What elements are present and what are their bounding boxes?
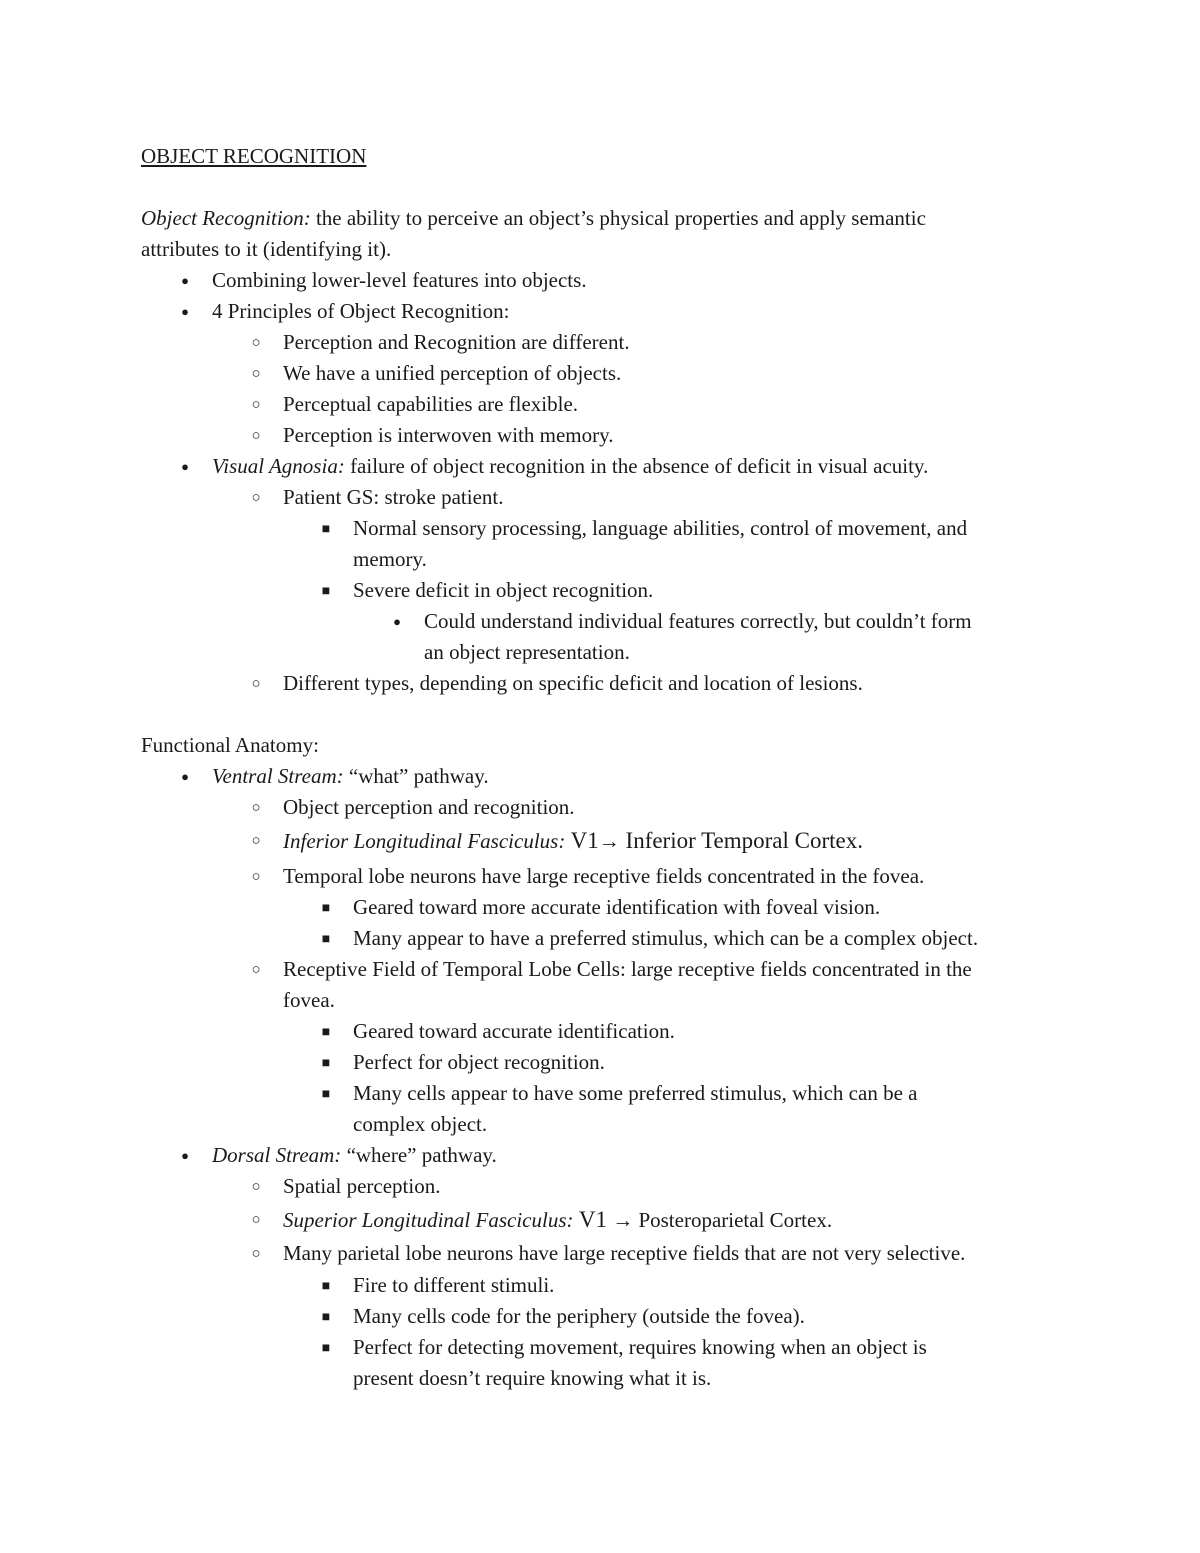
intro-term: Object Recognition:	[141, 206, 311, 230]
list-item	[212, 761, 489, 792]
list-item: Many appear to have a preferred stimulus, which can be a complex object.	[353, 926, 979, 950]
list-item: Many parietal lobe neurons have large receptive fields that are not very selective.	[283, 1241, 966, 1265]
bullet-square	[316, 1047, 336, 1078]
bullet-disc	[175, 296, 195, 327]
bullet-circle	[246, 1171, 266, 1202]
slf-target: → Posteroparietal Cortex.	[606, 1208, 833, 1232]
list-item: We have a unified perception of objects.	[283, 361, 622, 385]
bullet-circle	[246, 792, 266, 823]
bullet-circle	[246, 420, 266, 451]
bullet-circle	[246, 861, 266, 892]
dorsal-text: “where” pathway.	[341, 1143, 497, 1167]
bullet-circle	[246, 954, 266, 985]
ilf-target: Inferior Temporal Cortex.	[619, 828, 863, 853]
intro-line-2: attributes to it (identifying it).	[141, 237, 392, 261]
ilf-term: Inferior Longitudinal Fasciculus:	[283, 829, 566, 853]
section-heading: Functional Anatomy:	[141, 733, 319, 757]
bullet-square	[316, 923, 336, 954]
list-item-continuation: complex object.	[353, 1112, 488, 1136]
list-item: 4 Principles of Object Recognition:	[212, 299, 510, 323]
bullet-square	[316, 575, 336, 606]
list-item: Perfect for object recognition.	[353, 1050, 605, 1074]
list-item: Perception and Recognition are different.	[283, 330, 630, 354]
bullet-disc	[175, 761, 195, 792]
list-item: Many cells code for the periphery (outside the fovea).	[353, 1304, 805, 1328]
list-item: Object perception and recognition.	[283, 795, 575, 819]
list-item: Temporal lobe neurons have large receptive fields concentrated in the fovea.	[283, 864, 925, 888]
bullet-square	[316, 1270, 336, 1301]
list-item-continuation: present doesn’t require knowing what it is.	[353, 1366, 712, 1390]
bullet-disc	[175, 1140, 195, 1171]
bullet-circle	[246, 825, 266, 856]
ventral-term: Ventral Stream:	[212, 764, 344, 788]
bullet-square	[316, 513, 336, 544]
slf-v1: V1	[573, 1207, 607, 1232]
page-title: OBJECT RECOGNITION	[141, 144, 367, 168]
bullet-circle	[246, 327, 266, 358]
list-item: Severe deficit in object recognition.	[353, 578, 654, 602]
list-item: Receptive Field of Temporal Lobe Cells: large receptive fields concentrated in the	[283, 957, 972, 981]
bullet-square	[316, 892, 336, 923]
agnosia-term: Visual Agnosia:	[212, 454, 345, 478]
list-item	[212, 1140, 497, 1171]
bullet-disc	[387, 606, 407, 637]
list-item: Patient GS: stroke patient.	[283, 485, 504, 509]
arrow-icon: →	[598, 829, 620, 853]
agnosia-text: failure of object recognition in the absence of deficit in visual acuity.	[344, 454, 929, 478]
bullet-circle	[246, 482, 266, 513]
list-item-continuation: fovea.	[283, 988, 335, 1012]
bullet-square	[316, 1332, 336, 1363]
bullet-circle	[246, 358, 266, 389]
list-item: Different types, depending on specific deficit and location of lesions.	[283, 671, 863, 695]
list-item: Perceptual capabilities are flexible.	[283, 392, 579, 416]
bullet-disc	[175, 265, 195, 296]
list-item: Fire to different stimuli.	[353, 1273, 555, 1297]
bullet-circle	[246, 389, 266, 420]
list-item: Normal sensory processing, language abilities, control of movement, and	[353, 516, 968, 540]
list-item: Perfect for detecting movement, requires knowing when an object is	[353, 1335, 927, 1359]
bullet-square	[316, 1016, 336, 1047]
bullet-disc	[175, 451, 195, 482]
list-item-continuation: memory.	[353, 547, 427, 571]
intro-line-1	[141, 203, 926, 234]
list-item	[283, 1204, 832, 1235]
list-item	[283, 825, 863, 856]
list-item: Many cells appear to have some preferred stimulus, which can be a	[353, 1081, 918, 1105]
bullet-square	[316, 1078, 336, 1109]
dorsal-term: Dorsal Stream:	[212, 1143, 342, 1167]
bullet-square	[316, 1301, 336, 1332]
intro-text: the ability to perceive an object’s physical properties and apply semantic	[310, 206, 926, 230]
slf-term: Superior Longitudinal Fasciculus:	[283, 1208, 574, 1232]
list-item: Could understand individual features correctly, but couldn’t form	[424, 609, 972, 633]
list-item: Combining lower-level features into objects.	[212, 268, 587, 292]
list-item-continuation: an object representation.	[424, 640, 630, 664]
list-item: Geared toward more accurate identification with foveal vision.	[353, 895, 881, 919]
ventral-text: “what” pathway.	[343, 764, 489, 788]
list-item: Geared toward accurate identification.	[353, 1019, 675, 1043]
ilf-v1: V1	[565, 828, 599, 853]
bullet-circle	[246, 1204, 266, 1235]
list-item: Perception is interwoven with memory.	[283, 423, 614, 447]
list-item: Spatial perception.	[283, 1174, 441, 1198]
bullet-circle	[246, 668, 266, 699]
bullet-circle	[246, 1238, 266, 1269]
list-item	[212, 451, 928, 482]
